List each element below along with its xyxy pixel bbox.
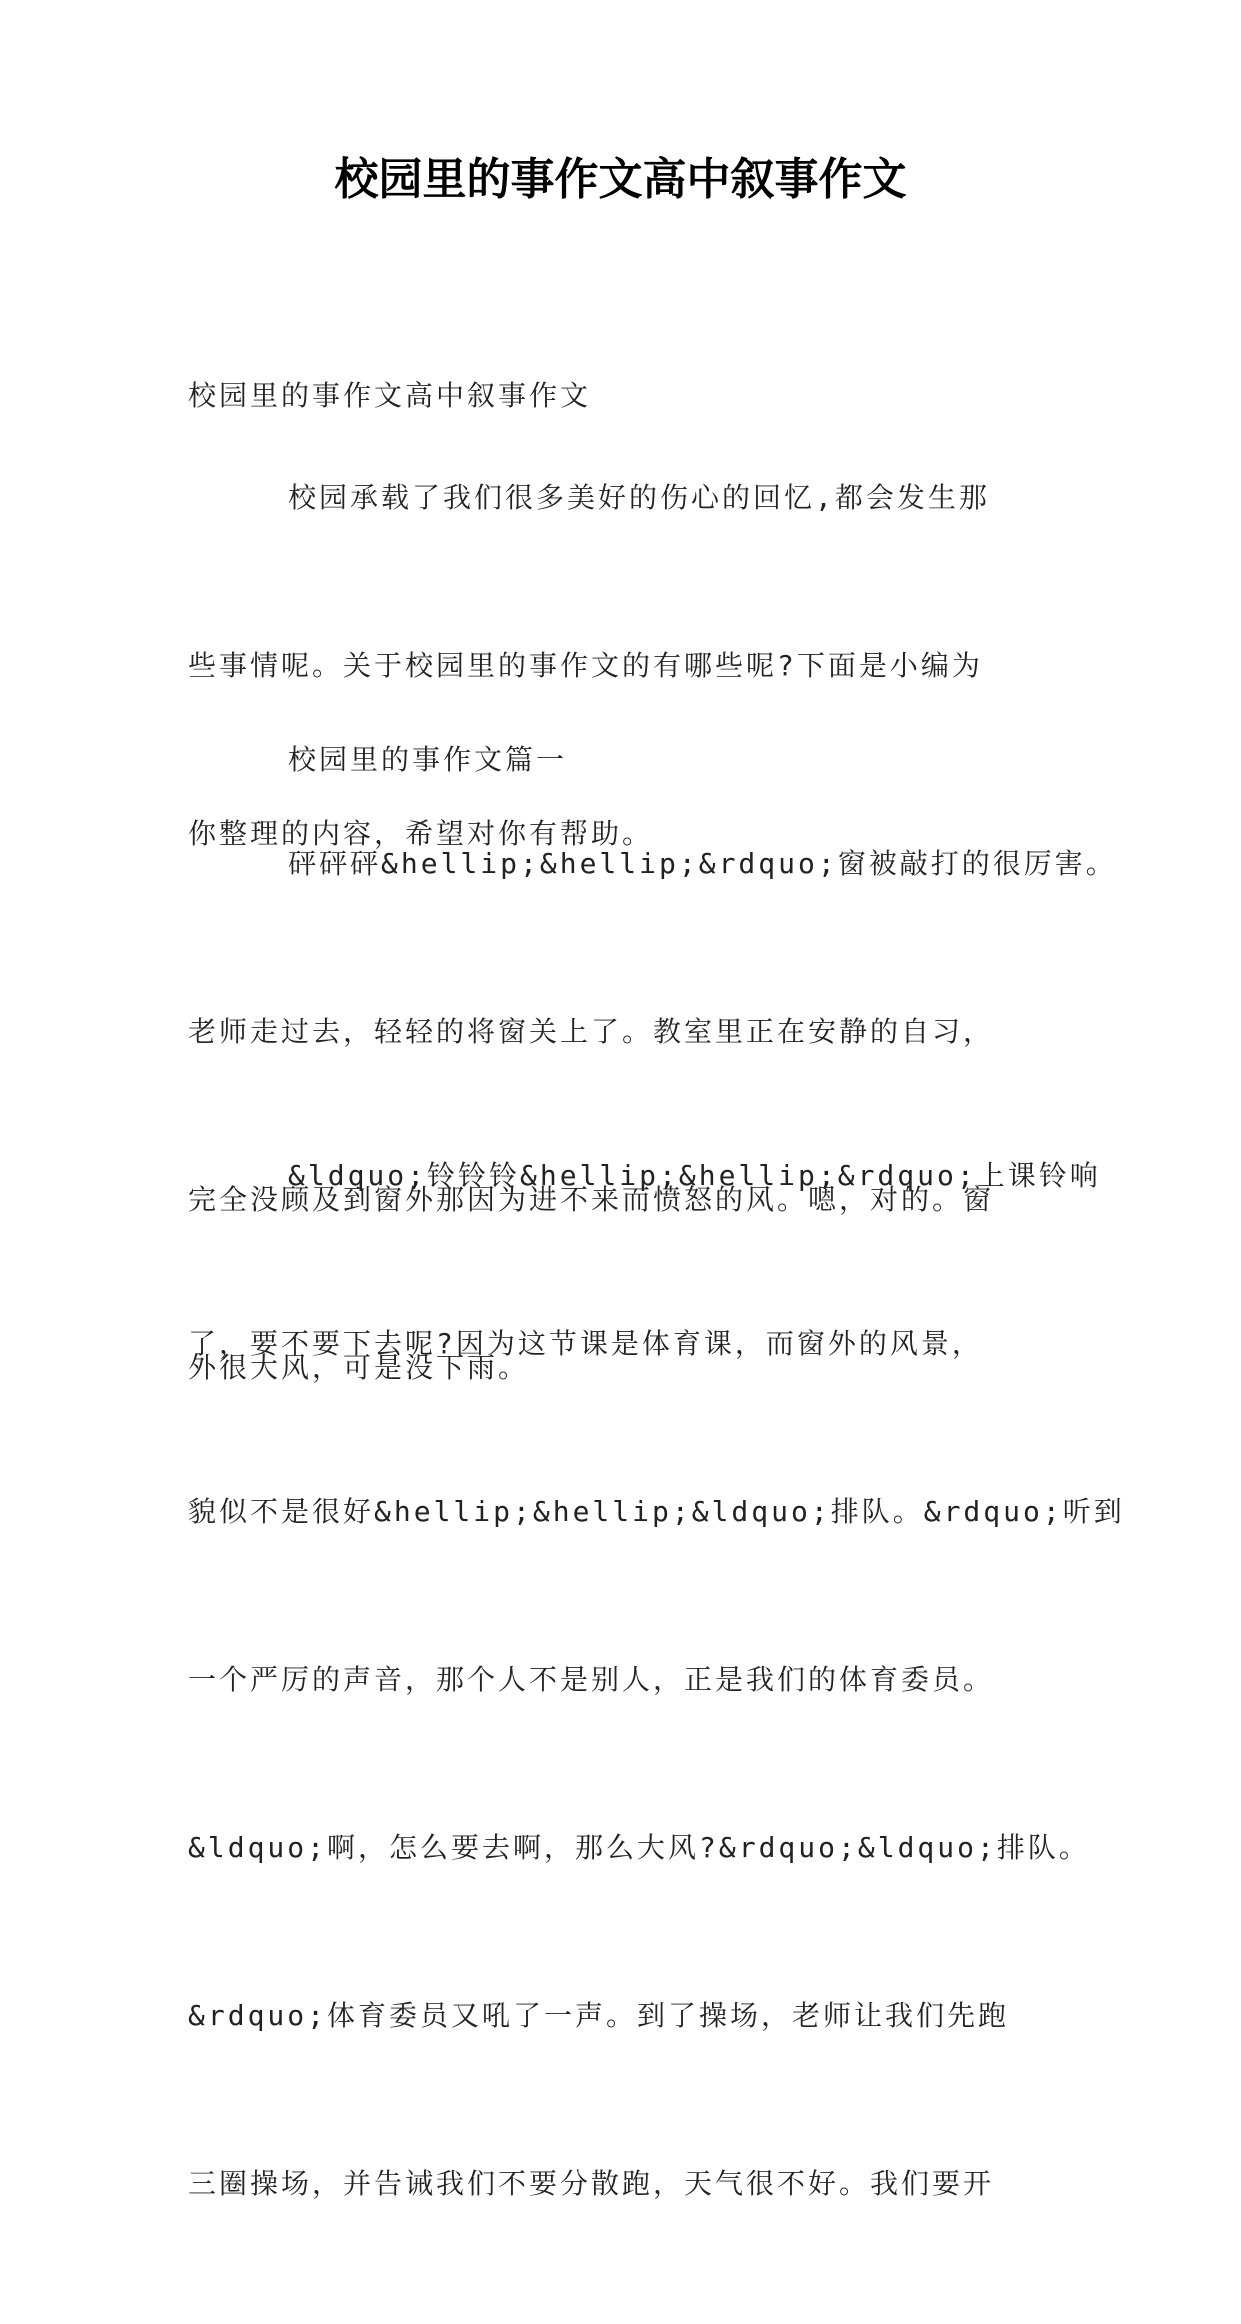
text-line: &ldquo;啊，怎么要去啊，那么大风?&rdquo;&ldquo;排队。 bbox=[188, 1831, 1090, 1864]
text-line: 了，要不要下去呢?因为这节课是体育课，而窗外的风景， bbox=[188, 1327, 983, 1360]
subtitle-line: 校园里的事作文高中叙事作文 bbox=[188, 379, 592, 412]
text-line: &rdquo;体育委员又吼了一声。到了操场，老师让我们先跑 bbox=[188, 1999, 1010, 2032]
text-line: 三圈操场，并告诫我们不要分散跑，天气很不好。我们要开 bbox=[188, 2167, 995, 2200]
text-line: &ldquo;铃铃铃&hellip;&hellip;&rdquo;上课铃响 bbox=[288, 1159, 1101, 1192]
text-line: 你整理的内容，希望对你有帮助。 bbox=[188, 817, 654, 850]
text-line: 老师走过去，轻轻的将窗关上了。教室里正在安静的自习， bbox=[188, 1015, 995, 1048]
text-line: 砰砰砰&hellip;&hellip;&rdquo;窗被敲打的很厉害。 bbox=[288, 847, 1117, 880]
text-line: 校园承载了我们很多美好的伤心的回忆,都会发生那 bbox=[288, 481, 990, 514]
section-heading-text: 校园里的事作文篇一 bbox=[288, 743, 568, 776]
text-line: 外很大风，可是没下雨。 bbox=[188, 1351, 530, 1384]
text-line: 完全没顾及到窗外那因为进不来而愤怒的风。嗯，对的。窗 bbox=[188, 1183, 995, 1216]
text-line: 貌似不是很好&hellip;&hellip;&ldquo;排队。&rdquo;听到 bbox=[188, 1495, 1125, 1528]
paragraph-story-2 bbox=[188, 1036, 1125, 2324]
text-line: 些事情呢。关于校园里的事作文的有哪些呢?下面是小编为 bbox=[188, 649, 983, 682]
document-title: 校园里的事作文高中叙事作文 bbox=[334, 154, 907, 205]
text-line: 一个严厉的声音，那个人不是别人，正是我们的体育委员。 bbox=[188, 1663, 995, 1696]
